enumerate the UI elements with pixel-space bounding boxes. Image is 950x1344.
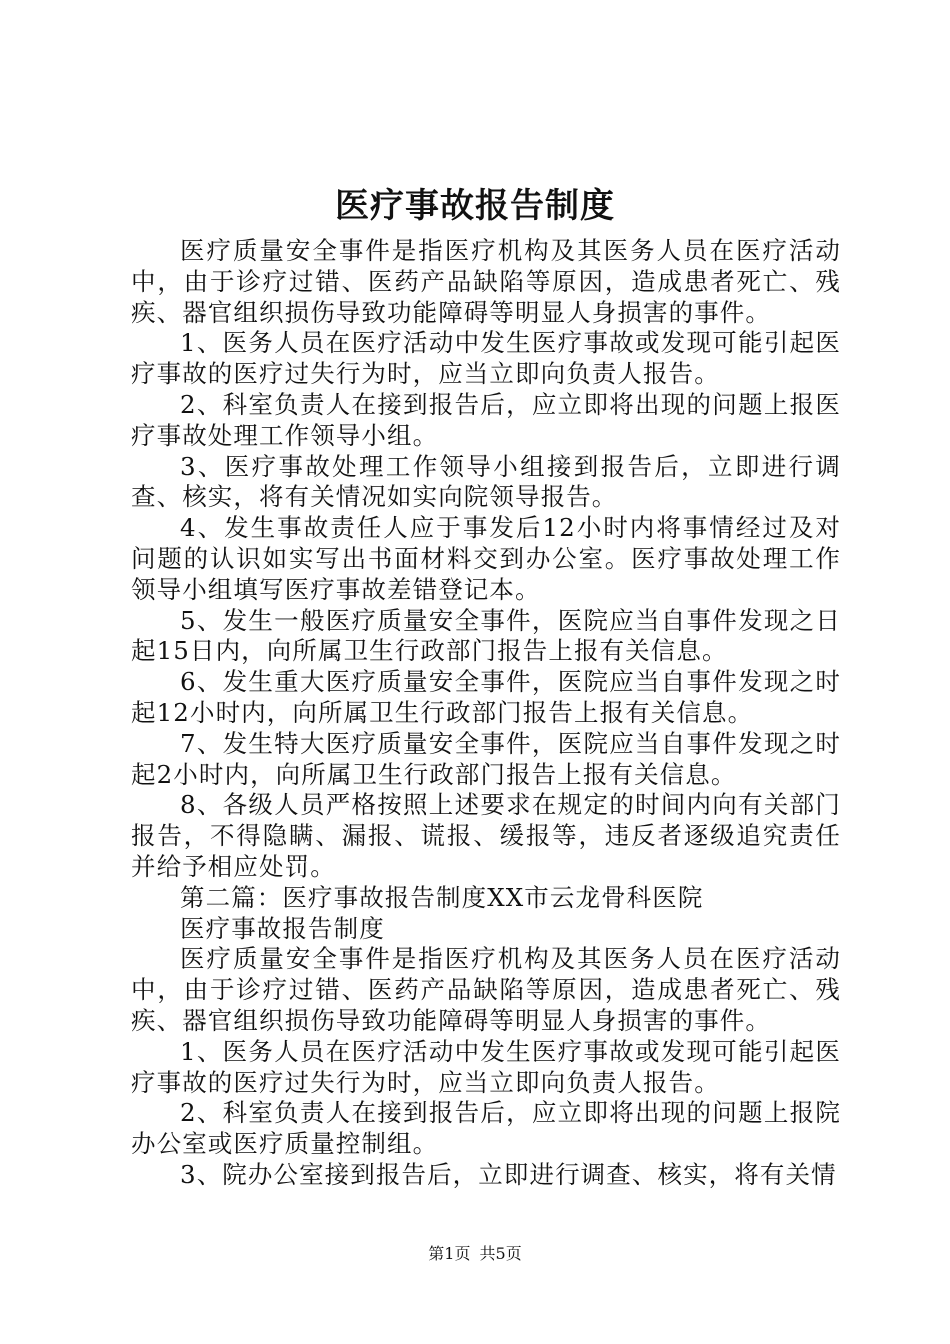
paragraph: 8、各级人员严格按照上述要求在规定的时间内向有关部门报告，不得隐瞒、漏报、谎报、缓报等，违反者逐级追究责任并给予相应处罚。 [131,790,841,881]
paragraph: 7、发生特大医疗质量安全事件，医院应当自事件发现之时起2小时内，向所属卫生行政部门报告上报有关信息。 [131,728,841,789]
paragraph: 1、医务人员在医疗活动中发生医疗事故或发现可能引起医疗事故的医疗过失行为时，应当立即向负责人报告。 [131,328,841,389]
page-total: 共5页 [479,1244,522,1263]
paragraph: 6、发生重大医疗质量安全事件，医院应当自事件发现之时起12小时内，向所属卫生行政部门报告上报有关信息。 [131,667,841,727]
document-title: 医疗事故报告制度 [335,186,615,226]
paragraph: 3、医疗事故处理工作领导小组接到报告后，立即进行调查、核实，将有关情况如实向院领导报告。 [131,451,841,512]
paragraph: 3、院办公室接到报告后，立即进行调查、核实，将有关情 [180,1159,837,1189]
paragraph: 5、发生一般医疗质量安全事件，医院应当自事件发现之日起15日内，向所属卫生行政部门报告上报有关信息。 [131,605,841,666]
paragraph: 2、科室负责人在接到报告后，应立即将出现的问题上报院办公室或医疗质量控制组。 [131,1098,841,1159]
paragraph: 4、发生事故责任人应于事发后12小时内将事情经过及对问题的认识如实写出书面材料交到办公室。医疗事故处理工作领导小组填写医疗事故差错登记本。 [131,513,841,604]
section-subheading: 医疗事故报告制度 [180,913,385,943]
page-number: 第1页 [428,1244,471,1263]
section-heading: 第二篇：医疗事故报告制度XX市云龙骨科医院 [180,882,704,912]
paragraph: 医疗质量安全事件是指医疗机构及其医务人员在医疗活动中，由于诊疗过错、医药产品缺陷等原因，造成患者死亡、残疾、器官组织损伤导致功能障碍等明显人身损害的事件。 [131,236,841,327]
page-footer [0,1244,950,1264]
paragraph: 医疗质量安全事件是指医疗机构及其医务人员在医疗活动中，由于诊疗过错、医药产品缺陷等原因，造成患者死亡、残疾、器官组织损伤导致功能障碍等明显人身损害的事件。 [131,944,841,1035]
paragraph: 1、医务人员在医疗活动中发生医疗事故或发现可能引起医疗事故的医疗过失行为时，应当立即向负责人报告。 [131,1036,841,1097]
paragraph: 2、科室负责人在接到报告后，应立即将出现的问题上报医疗事故处理工作领导小组。 [131,389,841,450]
document-body [131,236,841,1191]
